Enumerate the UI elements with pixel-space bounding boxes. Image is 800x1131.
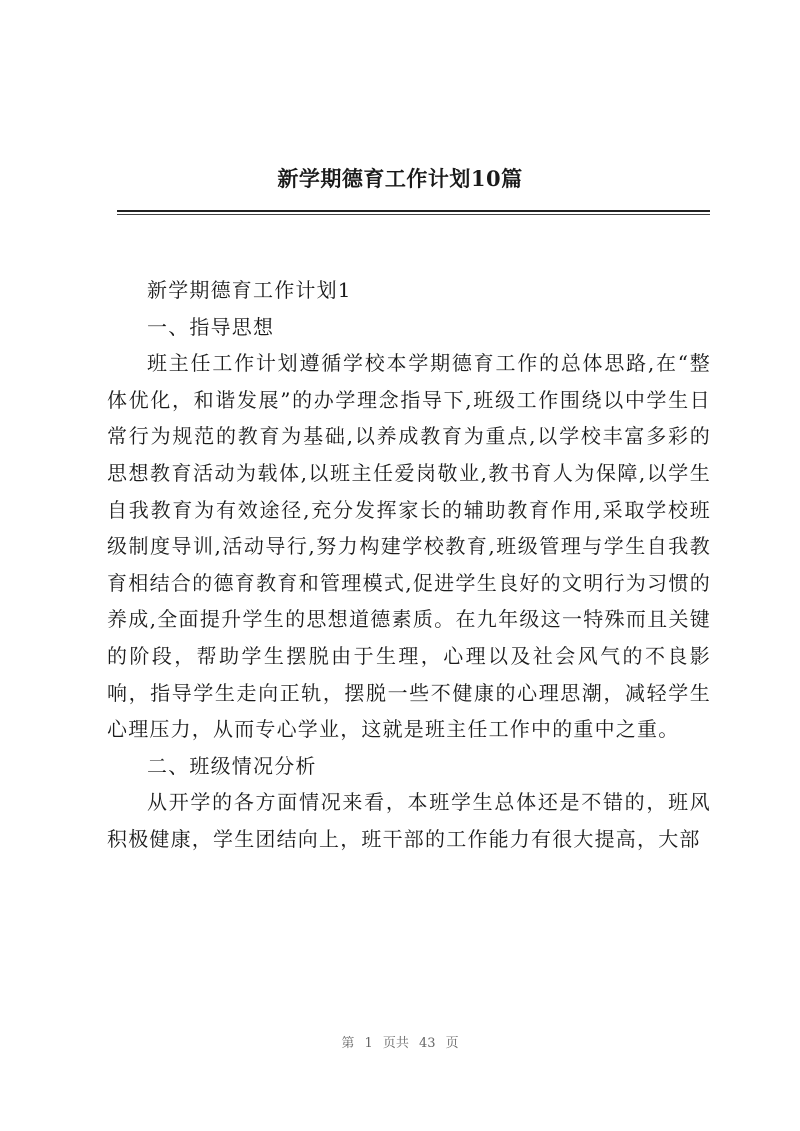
page-footer: 第 1 页共 43 页 [341,1036,459,1051]
heading-guiding-thought: 一、指导思想 [147,314,275,339]
document-body [107,272,711,858]
section-title: 新学期德育工作计划1 [147,278,352,302]
title-divider [117,210,710,212]
title-divider-thin [117,214,710,215]
paragraph-guiding-thought: 班主任工作计划遵循学校本学期德育工作的总体思路,在“整体优化，和谐发展”的办学理念指导下,班级工作围绕以中学生日常行为规范的教育为基础,以养成教育为重点,以学校丰富多彩的思想教育活动为载体,以班主任爱岗敬业,教书育人为保障,以学生自我教育为有效途径,充分发挥家长的辅助教育作用,采取学校班级制度导训,活动导行,努力构建学校教育,班级管理与学生自我教育相结合的德育教育和管理模式,促进学生良好的文明行为习惯的养成,全面提升学生的思想道德素质。在九年级这一特殊而且关键的阶段，帮助学生摆脱由于生理，心理以及社会风气的不良影响，指导学生走向正轨，摆脱一些不健康的心理思潮，减轻学生心理压力，从而专心学业，这就是班主任工作中的重中之重。 [107,351,711,742]
heading-class-analysis: 二、班级情况分析 [147,753,317,778]
paragraph-class-analysis: 从开学的各方面情况来看，本班学生总体还是不错的，班风积极健康，学生团结向上，班干部的工作能力有很大提高，大部 [107,790,711,851]
document-title: 新学期德育工作计划10篇 [277,166,523,191]
